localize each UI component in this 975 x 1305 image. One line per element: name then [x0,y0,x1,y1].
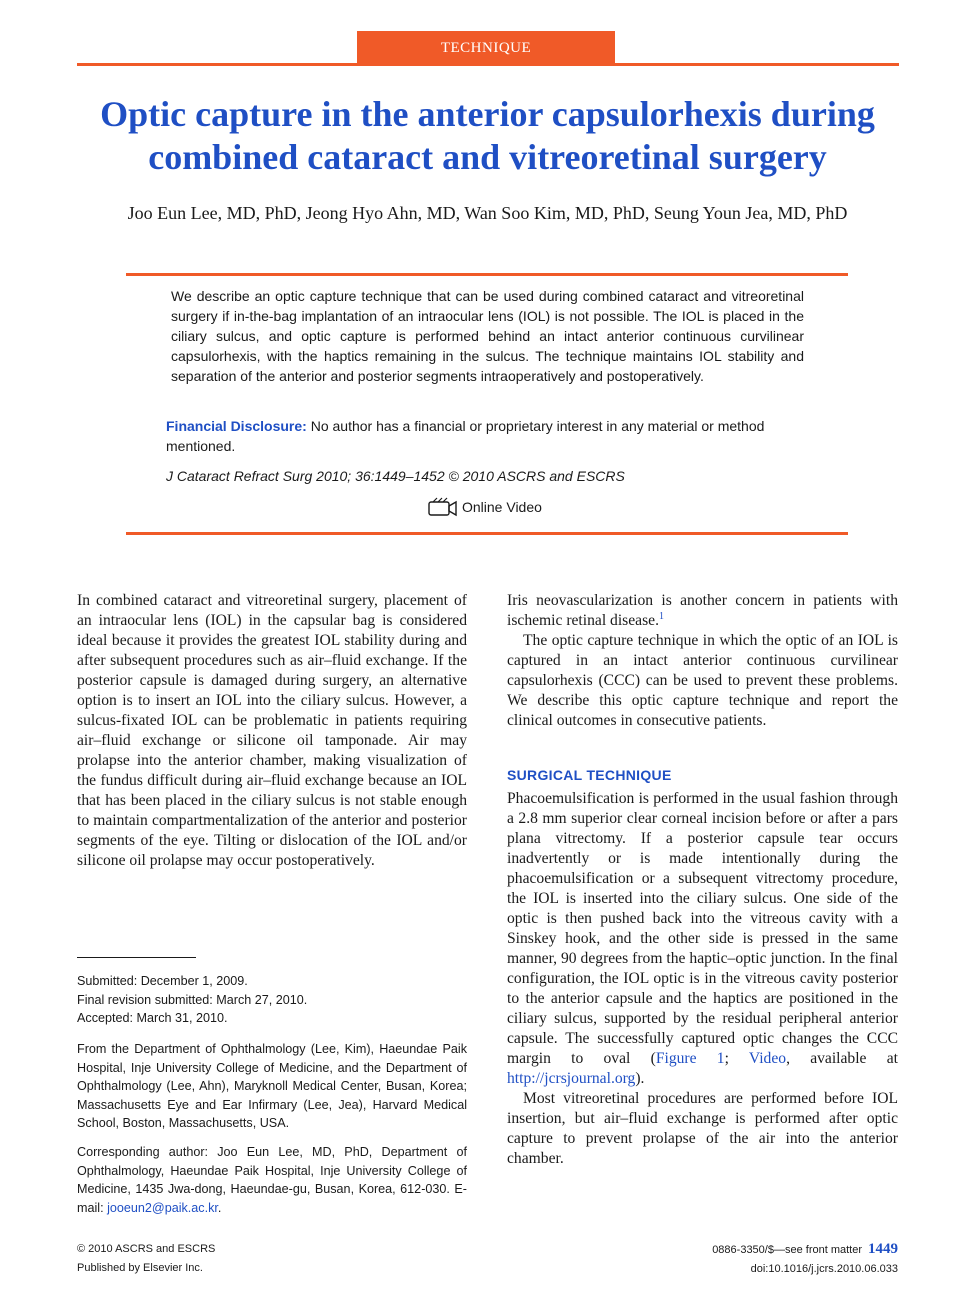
left-column [77,591,467,871]
corresponding-text: Corresponding author: Joo Eun Lee, MD, PhD, Department of Ophthalmology, Haeundae Paik Hospital, Inje University College of Medicine, 1435 Jwa-dong, Haeundae-gu, Busan, Korea, 612-030. E-mail: [77,1145,467,1215]
journal-citation: J Cataract Refract Surg 2010; 36:1449–1452 © 2010 ASCRS and ESCRS [166,468,625,484]
publisher-line: Published by Elsevier Inc. [77,1262,203,1274]
technique-open: ( [650,1050,656,1067]
online-video-label: Online Video [462,499,542,515]
abstract-top-rule [126,273,848,276]
abstract-bottom-rule [126,532,848,535]
affiliation-text: From the Department of Ophthalmology (Lee, Kim), Haeundae Paik Hospital, Inje University College of Medicine, and the Department of Ophthalmology (Lee, Ahn), Maryknoll Medical Center, Busan, Korea; Massachusetts Eye and Ear Infirmary (Lee, Jea), Harvard Medical School, Boston, Massachusetts, USA. [77,1042,467,1130]
reference-1[interactable]: 1 [658,610,664,622]
corresponding-author [77,1143,467,1217]
technique-close: ). [635,1070,645,1087]
technique-sep: ; [724,1050,749,1067]
paragraph-optic-capture: The optic capture technique in which the optic of an IOL is captured in an intact anterior continuous curvilinear capsulorhexis (CCC) can be used to prevent these problems. We describe this optic capture technique and report the clinical outcomes in consecutive patients. [507,632,898,729]
header-rule [77,63,899,66]
issn-line: 0886-3350/$—see front matter [712,1244,862,1256]
footnote-corresponding [77,1143,467,1217]
footer-left [77,1240,215,1278]
submitted-date: Submitted: December 1, 2009. [77,974,248,988]
intro-paragraph: In combined cataract and vitreoretinal surgery, placement of an intraocular lens (IOL) in the capsular bag is considered ideal because it provides the greatest IOL stability during and after subsequent procedures such as air–fluid exchange. If the posterior capsule is damaged during surgery, an alternative option is to insert an IOL into the ciliary sulcus. However, a sulcus-fixated IOL can be problematic in patients requiring air–fluid exchange or silicone oil tamponade. Air may prolapse into the anterior chamber, making visualization of the fundus difficult during air–fluid exchange because an IOL that has been placed in the ciliary sulcus is not stable enough to maintain compartmentalization of the anterior and posterior segments of the eye. Tilting or dislocation of the IOL and/or silicone oil prolapse may occur postoperatively. [77,592,467,869]
abstract-text: We describe an optic capture technique that can be used during combined cataract and vitreoretinal surgery if in-the-bag implantation of an intraocular lens (IOL) is not possible. The IOL is placed in the ciliary sulcus, and optic capture is performed behind an intact anterior continuous curvilinear capsulorhexis, with the haptics remaining in the sulcus. The technique maintains IOL stability and separation of the anterior and posterior segments intraoperatively and postoperatively. [171,288,804,384]
disclosure-text: No author has a financial or proprietary interest in any material or method mentioned. [166,418,765,454]
footnote-affiliation [77,1040,467,1133]
article-title: Optic capture in the anterior capsulorhexis during combined cataract and vitreoretinal surgery [100,94,875,177]
technique-avail: , available at [786,1050,898,1067]
technique-text: Phacoemulsification is performed in the usual fashion through a 2.8 mm superior clear corneal incision before or after a pars plana vitrectomy. If a posterior capsule tear occurs inadvertently or is made intentionally during the phacoemulsification or a subsequent vitrectomy procedure, the IOL is inserted into the ciliary sulcus. One side of the optic is then pushed back into the vitreous cavity with a Sinskey hook, and the other side is pressed in the same manner, 90 degrees from the haptic–optic junction. In the final configuration, the IOL optic is in the vitreous cavity posterior to the anterior capsule and the haptics are positioned in the ciliary sulcus, supported by the residual peripheral anterior capsule. The successfully captured optic changes the CCC margin to oval [507,790,898,1067]
copyright-line: © 2010 ASCRS and ESCRS [77,1243,216,1255]
revision-date: Final revision submitted: March 27, 2010. [77,992,308,1007]
figure-1-link[interactable]: Figure 1 [655,1050,725,1067]
accepted-date: Accepted: March 31, 2010. [77,1011,228,1025]
right-column [507,591,898,1169]
email-link[interactable]: jooeun2@paik.ac.kr [107,1200,218,1215]
footnote-rule [77,957,196,958]
footer-right [712,1240,898,1279]
journal-url-link[interactable]: http://jcrsjournal.org [507,1070,636,1087]
financial-disclosure [166,416,810,456]
page-number: 1449 [868,1241,898,1257]
email-end: . [217,1200,222,1215]
video-camera-icon [428,497,458,517]
paragraph-vitreoretinal: Most vitreoretinal procedures are performed before IOL insertion, but air–fluid exchange is performed after optic capture to prevent prolapse of the air into the anterior chamber. [507,1090,898,1167]
online-video-link[interactable] [428,496,542,518]
section-heading: SURGICAL TECHNIQUE [507,767,672,783]
footnote-dates [77,972,467,1028]
doi-line: doi:10.1016/j.jcrs.2010.06.033 [750,1263,898,1275]
disclosure-label: Financial Disclosure: [166,418,307,434]
video-link[interactable]: Video [748,1050,787,1067]
author-list: Joo Eun Lee, MD, PhD, Jeong Hyo Ahn, MD, Wan Soo Kim, MD, PhD, Seung Youn Jea, MD, PhD [127,203,848,223]
paragraph-iris-text: Iris neovascularization is another concern in patients with ischemic retinal disease. [507,592,898,629]
section-tag: TECHNIQUE [357,31,615,66]
paragraph-technique [507,789,898,1089]
paragraph-iris [507,591,898,631]
